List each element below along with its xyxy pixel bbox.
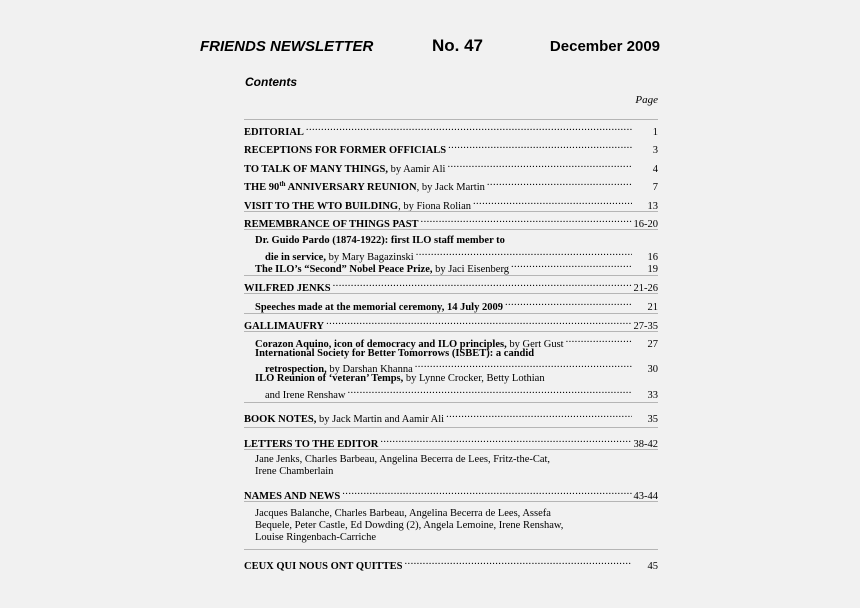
entry-author: and Irene Renshaw (265, 390, 346, 401)
entry-title: The ILO’s “Second” Nobel Peace Prize, (255, 264, 433, 275)
entry-author: , by Jack Martin (416, 182, 485, 193)
entry-page: 33 (647, 390, 658, 401)
entry-title: TO TALK OF MANY THINGS, (244, 164, 389, 175)
dot-leader (380, 434, 631, 447)
toc-entry-receptions[interactable] (244, 140, 658, 156)
toc-entry-names-news[interactable] (244, 486, 658, 502)
toc-entry-jenks[interactable] (244, 278, 658, 294)
toc-entry-ceux[interactable] (244, 556, 658, 572)
entry-page: 7 (652, 182, 658, 193)
entry-page: 30 (647, 364, 658, 375)
divider (244, 331, 658, 332)
divider (244, 313, 658, 314)
newsletter-title: FRIENDS NEWSLETTER (200, 38, 374, 55)
toc-entry-wto[interactable] (244, 196, 658, 212)
names-list-line1: Jacques Balanche, Charles Barbeau, Angelina Becerra de Lees, Assefa (255, 508, 551, 519)
entry-author: by Jaci Eisenberg (432, 264, 510, 275)
toc-entry-temps-line1[interactable] (255, 372, 658, 385)
divider (244, 211, 658, 212)
entry-page: 35 (647, 414, 658, 425)
toc-entry-book-notes[interactable] (244, 409, 658, 425)
divider (244, 229, 658, 230)
divider (244, 427, 658, 428)
entry-title: LETTERS TO THE EDITOR (244, 439, 379, 450)
dot-leader (326, 316, 631, 329)
entry-page: 19 (647, 264, 658, 275)
entry-title: REMEMBRANCE OF THINGS PAST (244, 219, 419, 230)
entry-page: 4 (652, 164, 658, 175)
entry-page: 45 (647, 561, 658, 572)
entry-author: by Darshan Khanna (326, 364, 413, 375)
toc-entry-editorial[interactable] (244, 122, 658, 138)
dot-leader (342, 486, 631, 499)
divider (244, 293, 658, 294)
contents-heading: Contents (245, 75, 297, 89)
entry-title-rest: ANNIVERSARY REUNION (285, 182, 417, 193)
entry-page: 13 (647, 201, 658, 212)
dot-leader (405, 556, 632, 569)
entry-title: retrospection, (265, 364, 327, 375)
toc-entry-nobel[interactable] (255, 259, 658, 275)
toc-entry-aquino[interactable] (255, 334, 658, 350)
dot-leader (566, 334, 632, 347)
dot-leader (487, 177, 632, 190)
names-list-line2: Bequele, Peter Castle, Ed Dowding (2), Angela Lemoine, Irene Renshaw, (255, 520, 564, 531)
entry-title: WILFRED JENKS (244, 283, 331, 294)
letters-contributors-line1: Jane Jenks, Charles Barbeau, Angelina Becerra de Lees, Fritz-the-Cat, (255, 454, 551, 465)
entry-title: ILO Reunion of ‘veteran’ Temps, (255, 373, 404, 384)
ordinal-suffix: th (279, 180, 286, 188)
entry-title: die in service, (265, 252, 326, 263)
dot-leader (447, 159, 632, 172)
dot-leader (511, 259, 632, 272)
entry-page: 16 (647, 252, 658, 263)
toc-entry-letters[interactable] (244, 434, 658, 450)
entry-page: 38-42 (633, 439, 658, 450)
entry-title: EDITORIAL (244, 127, 304, 138)
table-of-contents (244, 0, 658, 608)
entry-author: , by Fiona Rolian (398, 201, 471, 212)
entry-title: BOOK NOTES, (244, 414, 317, 425)
entry-page: 27-35 (633, 321, 658, 332)
toc-entry-talk[interactable] (244, 159, 658, 175)
entry-title: Speeches made at the memorial ceremony, 14 July 2009 (255, 302, 503, 313)
issue-date: December 2009 (549, 38, 660, 55)
entry-title: RECEPTIONS FOR FORMER OFFICIALS (244, 145, 447, 156)
entry-title: GALLIMAUFRY (244, 321, 325, 332)
dot-leader (505, 297, 632, 310)
divider (244, 501, 658, 502)
entry-page: 43-44 (633, 491, 658, 502)
names-list-line3: Louise Ringenbach-Carriche (255, 532, 376, 543)
entry-title: THE 90 (244, 182, 280, 193)
entry-title: Dr. Guido Pardo (1874-1922): first ILO staff member to (255, 235, 505, 246)
entry-page: 27 (647, 339, 658, 350)
entry-author: by Mary Bagazinski (325, 252, 414, 263)
dot-leader (347, 385, 632, 398)
entry-page: 1 (652, 127, 658, 138)
issue-number: No. 47 (432, 36, 484, 55)
divider (244, 549, 658, 550)
entry-page: 21-26 (633, 283, 658, 294)
entry-title: International Society for Better Tomorrows (ISBET): a candid (255, 348, 535, 359)
entry-author: by Gert Gust (506, 339, 564, 350)
toc-entry-gallimaufry[interactable] (244, 316, 658, 332)
dot-leader (448, 140, 632, 153)
toc-entry-temps[interactable] (265, 385, 658, 401)
entry-author: by Aamir Ali (388, 164, 446, 175)
entry-page: 16-20 (633, 219, 658, 230)
dot-leader (415, 359, 632, 372)
divider (244, 402, 658, 403)
divider (244, 449, 658, 450)
toc-entry-remembrance[interactable] (244, 214, 658, 230)
toc-entry-reunion[interactable] (244, 177, 658, 193)
toc-entry-speeches[interactable] (255, 297, 658, 313)
entry-title: CEUX QUI NOUS ONT QUITTES (244, 561, 403, 572)
toc-entry-pardo-line1[interactable] (255, 234, 658, 247)
entry-page: 21 (647, 302, 658, 313)
letters-contributors-line2: Irene Chamberlain (255, 466, 334, 477)
entry-page: 3 (652, 145, 658, 156)
entry-author: by Jack Martin and Aamir Ali (316, 414, 445, 425)
toc-entry-isbet[interactable] (265, 359, 658, 375)
entry-author: by Lynne Crocker, Betty Lothian (403, 373, 545, 384)
entry-title: NAMES AND NEWS (244, 491, 341, 502)
entry-title: Corazon Aquino, icon of democracy and ILO principles, (255, 339, 507, 350)
entry-title: VISIT TO THE WTO BUILDING (244, 201, 399, 212)
divider (244, 119, 658, 120)
dot-leader (421, 214, 632, 227)
dot-leader (333, 278, 632, 291)
page-column-label: Page (635, 94, 658, 106)
dot-leader (446, 409, 632, 422)
dot-leader (473, 196, 632, 209)
dot-leader (306, 122, 632, 135)
divider (244, 275, 658, 276)
